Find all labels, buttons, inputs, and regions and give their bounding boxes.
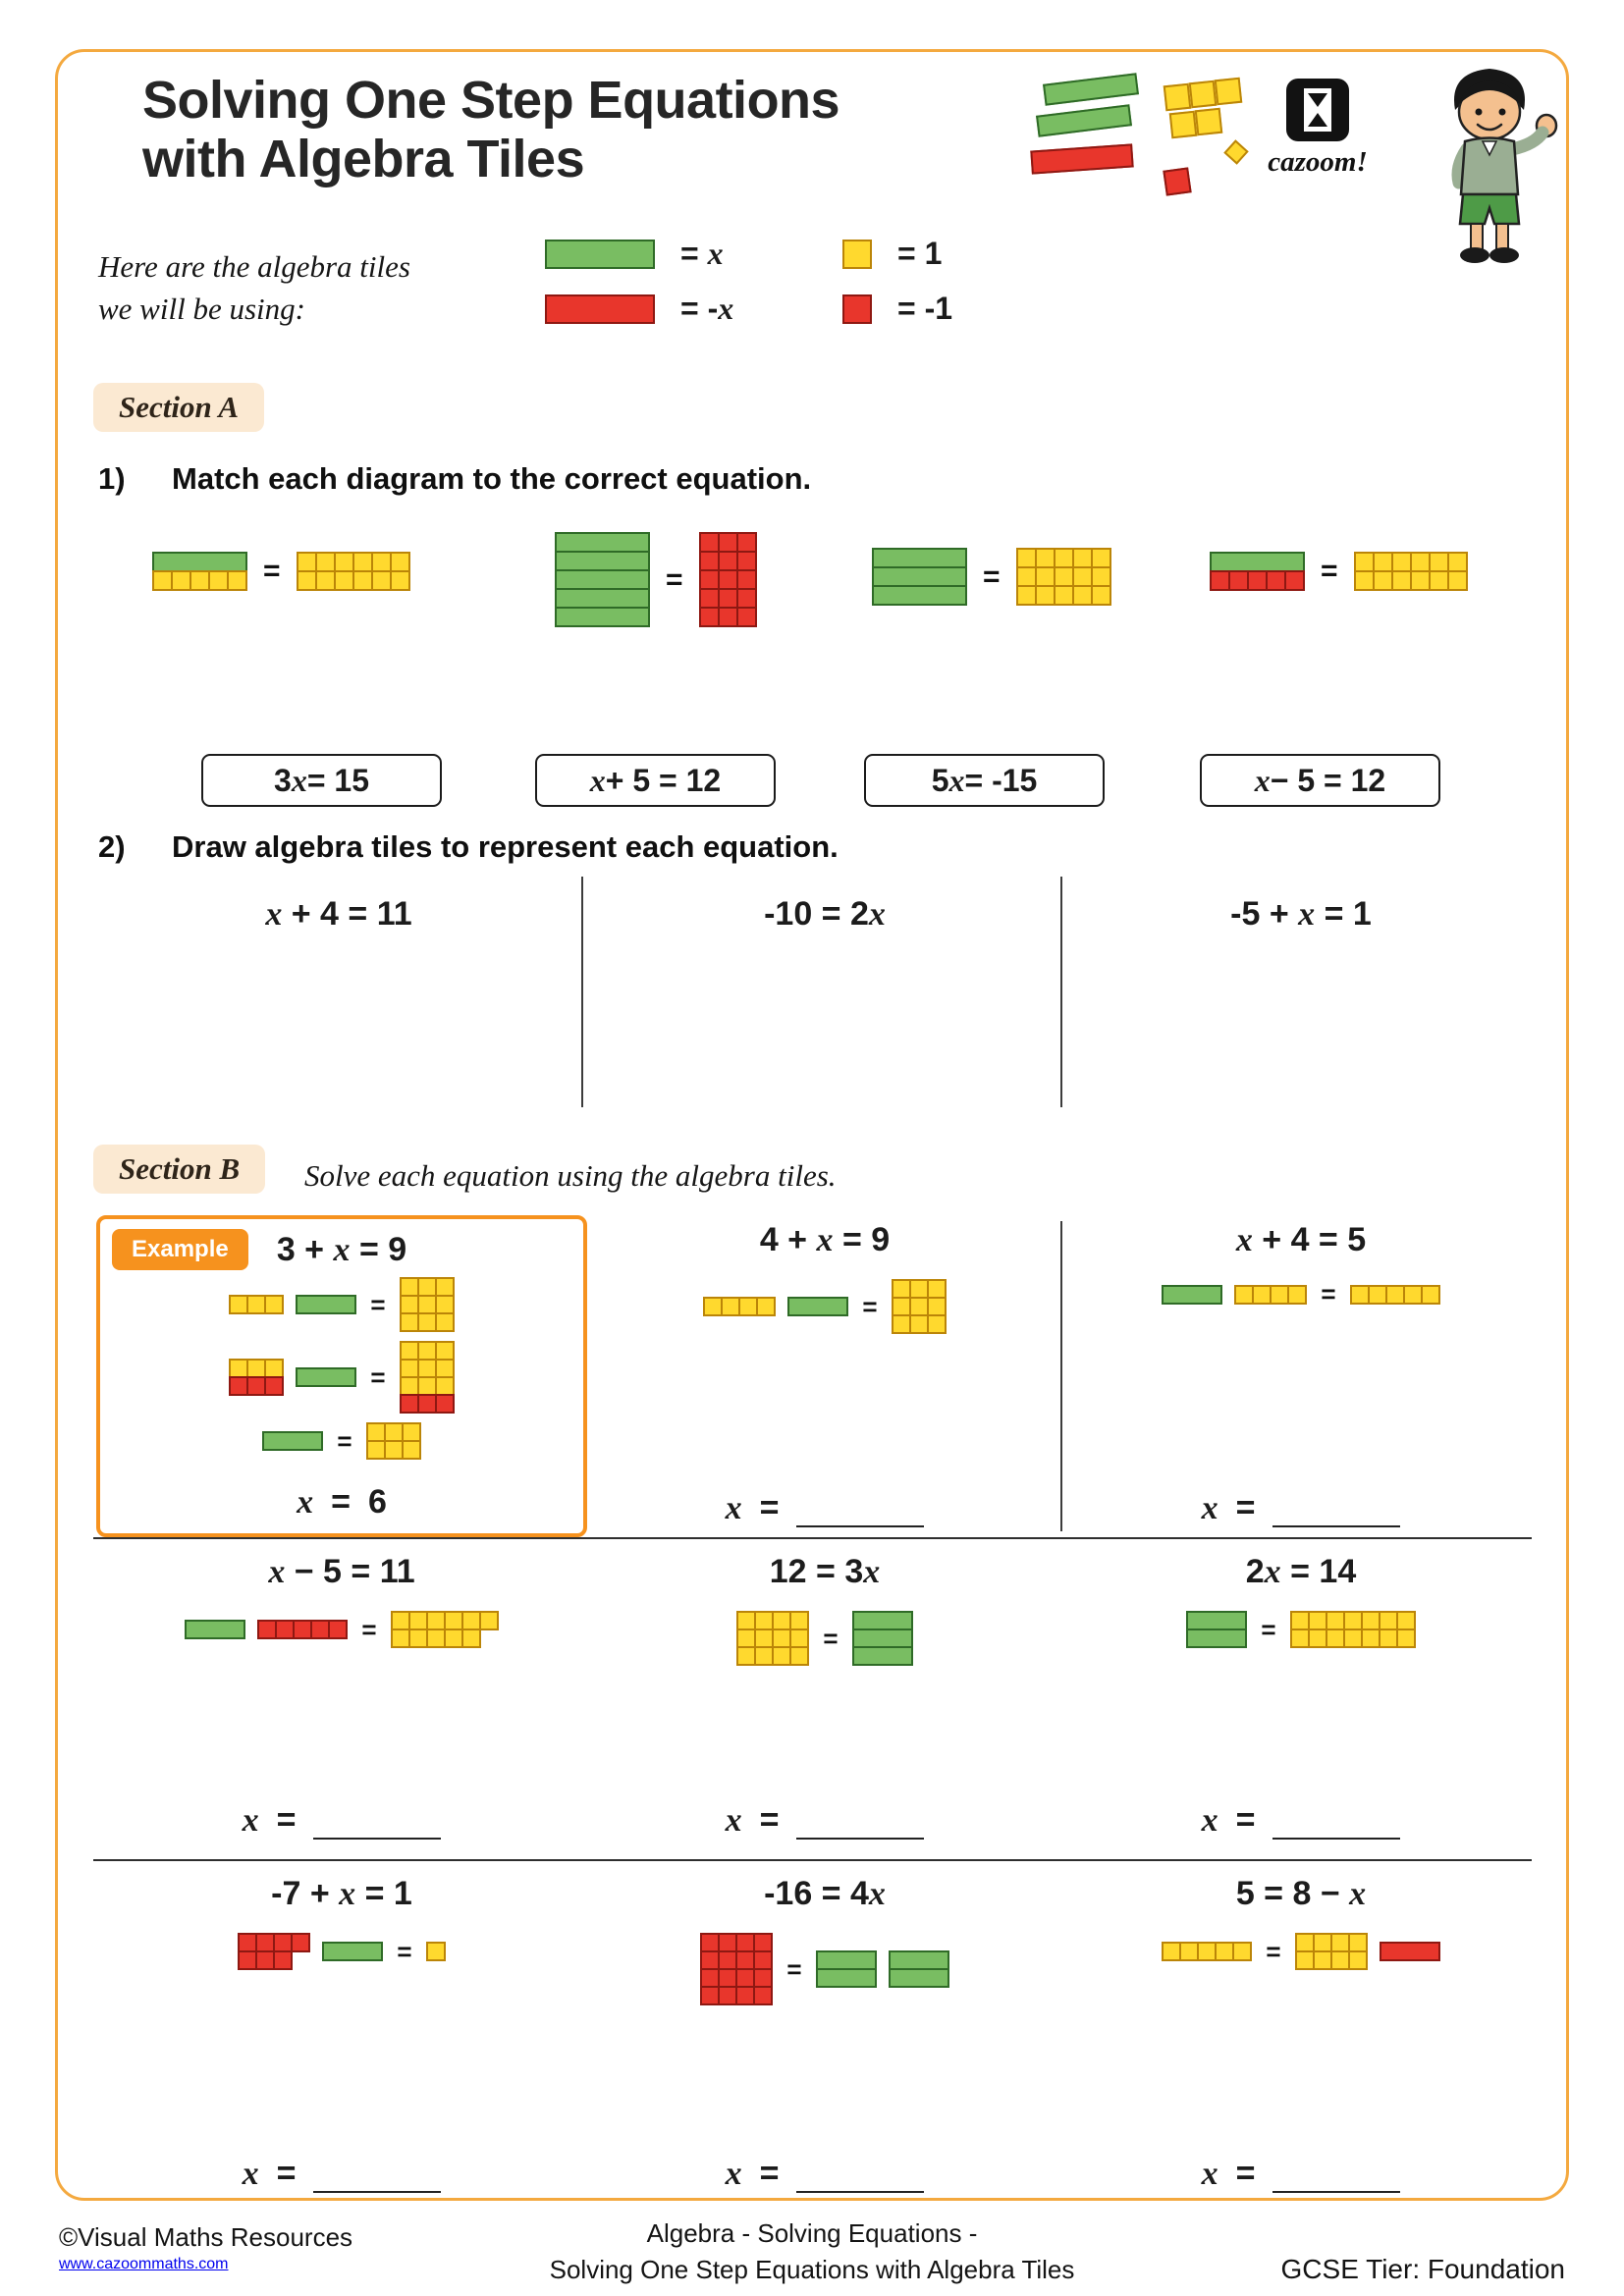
tile-diagram-4: = <box>1210 552 1468 591</box>
problem-cell <box>628 1221 1021 1533</box>
problem-equation: x − 5 = 11 <box>268 1553 415 1590</box>
example-step-3: = <box>262 1422 420 1460</box>
answer-blank <box>1272 1804 1400 1840</box>
tile-diagram-3: = <box>872 548 1111 606</box>
section-a-label: Section A <box>93 383 264 432</box>
key-label: = 1 <box>897 236 943 271</box>
footer-center-text: Algebra - Solving Equations - Solving One Step Equations with Algebra Tiles <box>549 2218 1075 2284</box>
footer-website-link[interactable]: www.cazoommaths.com <box>59 2256 229 2272</box>
problem-cell <box>96 1553 587 1845</box>
section-b-row-divider-1 <box>93 1537 1532 1539</box>
yellow-square-tile <box>842 240 872 269</box>
answer-row: x = <box>243 1801 442 1840</box>
answer-blank <box>796 1804 924 1840</box>
decorative-yellow-square <box>1169 111 1198 139</box>
section-b-row1-divider <box>1060 1221 1062 1531</box>
example-answer: x = 6 <box>297 1483 387 1521</box>
answer-blank <box>313 2158 441 2193</box>
answer-row: x = <box>1202 1801 1401 1840</box>
key-item-neg-one <box>842 291 952 327</box>
equation-box-1: 3 x = 15 <box>201 754 442 807</box>
problem-tiles: = <box>238 1933 445 1970</box>
question-1-number: 1) <box>98 461 126 496</box>
key-label: = -x <box>680 291 734 326</box>
example-equation: 3 + x = 9 <box>276 1231 407 1268</box>
worksheet-title <box>142 71 839 189</box>
problem-equation: -7 + x = 1 <box>271 1875 412 1912</box>
tile-diagram-2: = <box>555 532 757 627</box>
q2-divider-2 <box>1060 877 1062 1107</box>
problem-equation: 4 + x = 9 <box>759 1221 891 1258</box>
decorative-yellow-square <box>1164 83 1192 112</box>
answer-row: x = <box>726 1801 925 1840</box>
example-step-1: = <box>229 1277 454 1332</box>
red-square-tile <box>842 294 872 324</box>
problem-tiles: = <box>736 1611 912 1666</box>
example-steps <box>229 1277 454 1460</box>
footer-copyright: ©Visual Maths Resources <box>59 2222 353 2252</box>
answer-blank <box>1272 2158 1400 2193</box>
q2-divider-1 <box>581 877 583 1107</box>
answer-blank <box>1272 1492 1400 1527</box>
title-line-2: with Algebra Tiles <box>142 130 585 189</box>
section-b-row-divider-2 <box>93 1859 1532 1861</box>
cazoom-logo <box>1259 79 1377 179</box>
problem-tiles: = <box>700 1933 948 2005</box>
equation-box-3: 5 x = -15 <box>864 754 1105 807</box>
equation-box-2: x + 5 = 12 <box>535 754 776 807</box>
problem-tiles: = <box>1162 1933 1439 1970</box>
problem-cell <box>96 1875 587 2199</box>
problem-cell <box>1095 1553 1507 1845</box>
cazoom-logo-text: cazoom! <box>1268 146 1368 178</box>
problem-equation: 5 = 8 − x <box>1235 1875 1367 1912</box>
equation-box-4: x − 5 = 12 <box>1200 754 1440 807</box>
answer-row: x = <box>243 2155 442 2193</box>
example-tag: Example <box>112 1229 248 1270</box>
answer-blank <box>313 1804 441 1840</box>
answer-row: x = <box>1202 2155 1401 2193</box>
key-item-one <box>842 236 942 272</box>
decorative-yellow-square <box>1195 108 1223 136</box>
key-label: = x <box>680 236 724 271</box>
problem-equation: x + 4 = 5 <box>1235 1221 1367 1258</box>
problem-equation: 2x = 14 <box>1245 1553 1357 1590</box>
answer-row: x = <box>726 1489 925 1527</box>
question-1-text: Match each diagram to the correct equation. <box>172 461 812 496</box>
answer-blank <box>796 2158 924 2193</box>
question-2-number: 2) <box>98 829 126 864</box>
key-item-x <box>545 236 724 272</box>
problem-tiles: = <box>703 1279 946 1334</box>
decorative-yellow-square <box>1215 78 1243 106</box>
red-bar-tile <box>545 294 655 324</box>
problem-tiles: = <box>185 1611 498 1648</box>
q2-equation-1: x + 4 = 11 <box>265 895 412 933</box>
answer-blank <box>796 1492 924 1527</box>
section-b-label: Section B <box>93 1145 265 1194</box>
q2-equation-2: -10 = 2x <box>764 895 886 933</box>
cazoom-logo-icon <box>1286 79 1349 141</box>
example-answer-value: 6 <box>367 1483 387 1521</box>
problem-cell <box>1095 1221 1507 1533</box>
mascot-boy-illustration <box>1416 57 1563 273</box>
problem-cell <box>628 1875 1021 2199</box>
problem-equation: -16 = 4x <box>764 1875 886 1912</box>
example-step-2: = <box>229 1341 454 1414</box>
problem-cell <box>628 1553 1021 1845</box>
key-item-neg-x <box>545 291 733 327</box>
problem-tiles: = <box>1162 1279 1439 1309</box>
answer-row: x = <box>726 2155 925 2193</box>
example-box <box>96 1215 587 1537</box>
key-label: = -1 <box>897 291 953 326</box>
decorative-yellow-square <box>1189 80 1218 109</box>
problem-tiles: = <box>1186 1611 1415 1648</box>
answer-row: x = <box>1202 1489 1401 1527</box>
title-line-1: Solving One Step Equations <box>142 71 840 130</box>
section-b-instruction: Solve each equation using the algebra tiles. <box>304 1158 837 1193</box>
footer-tier: GCSE Tier: Foundation <box>1280 2254 1565 2284</box>
key-intro-text: Here are the algebra tiles we will be using: <box>98 249 410 327</box>
q2-equation-3: -5 + x = 1 <box>1230 895 1372 933</box>
tile-diagram-1: = <box>152 552 410 591</box>
question-2-text: Draw algebra tiles to represent each equation. <box>172 829 839 864</box>
decorative-red-square <box>1163 167 1191 195</box>
problem-equation: 12 = 3x <box>769 1553 881 1590</box>
problem-cell <box>1095 1875 1507 2199</box>
green-bar-tile <box>545 240 655 269</box>
